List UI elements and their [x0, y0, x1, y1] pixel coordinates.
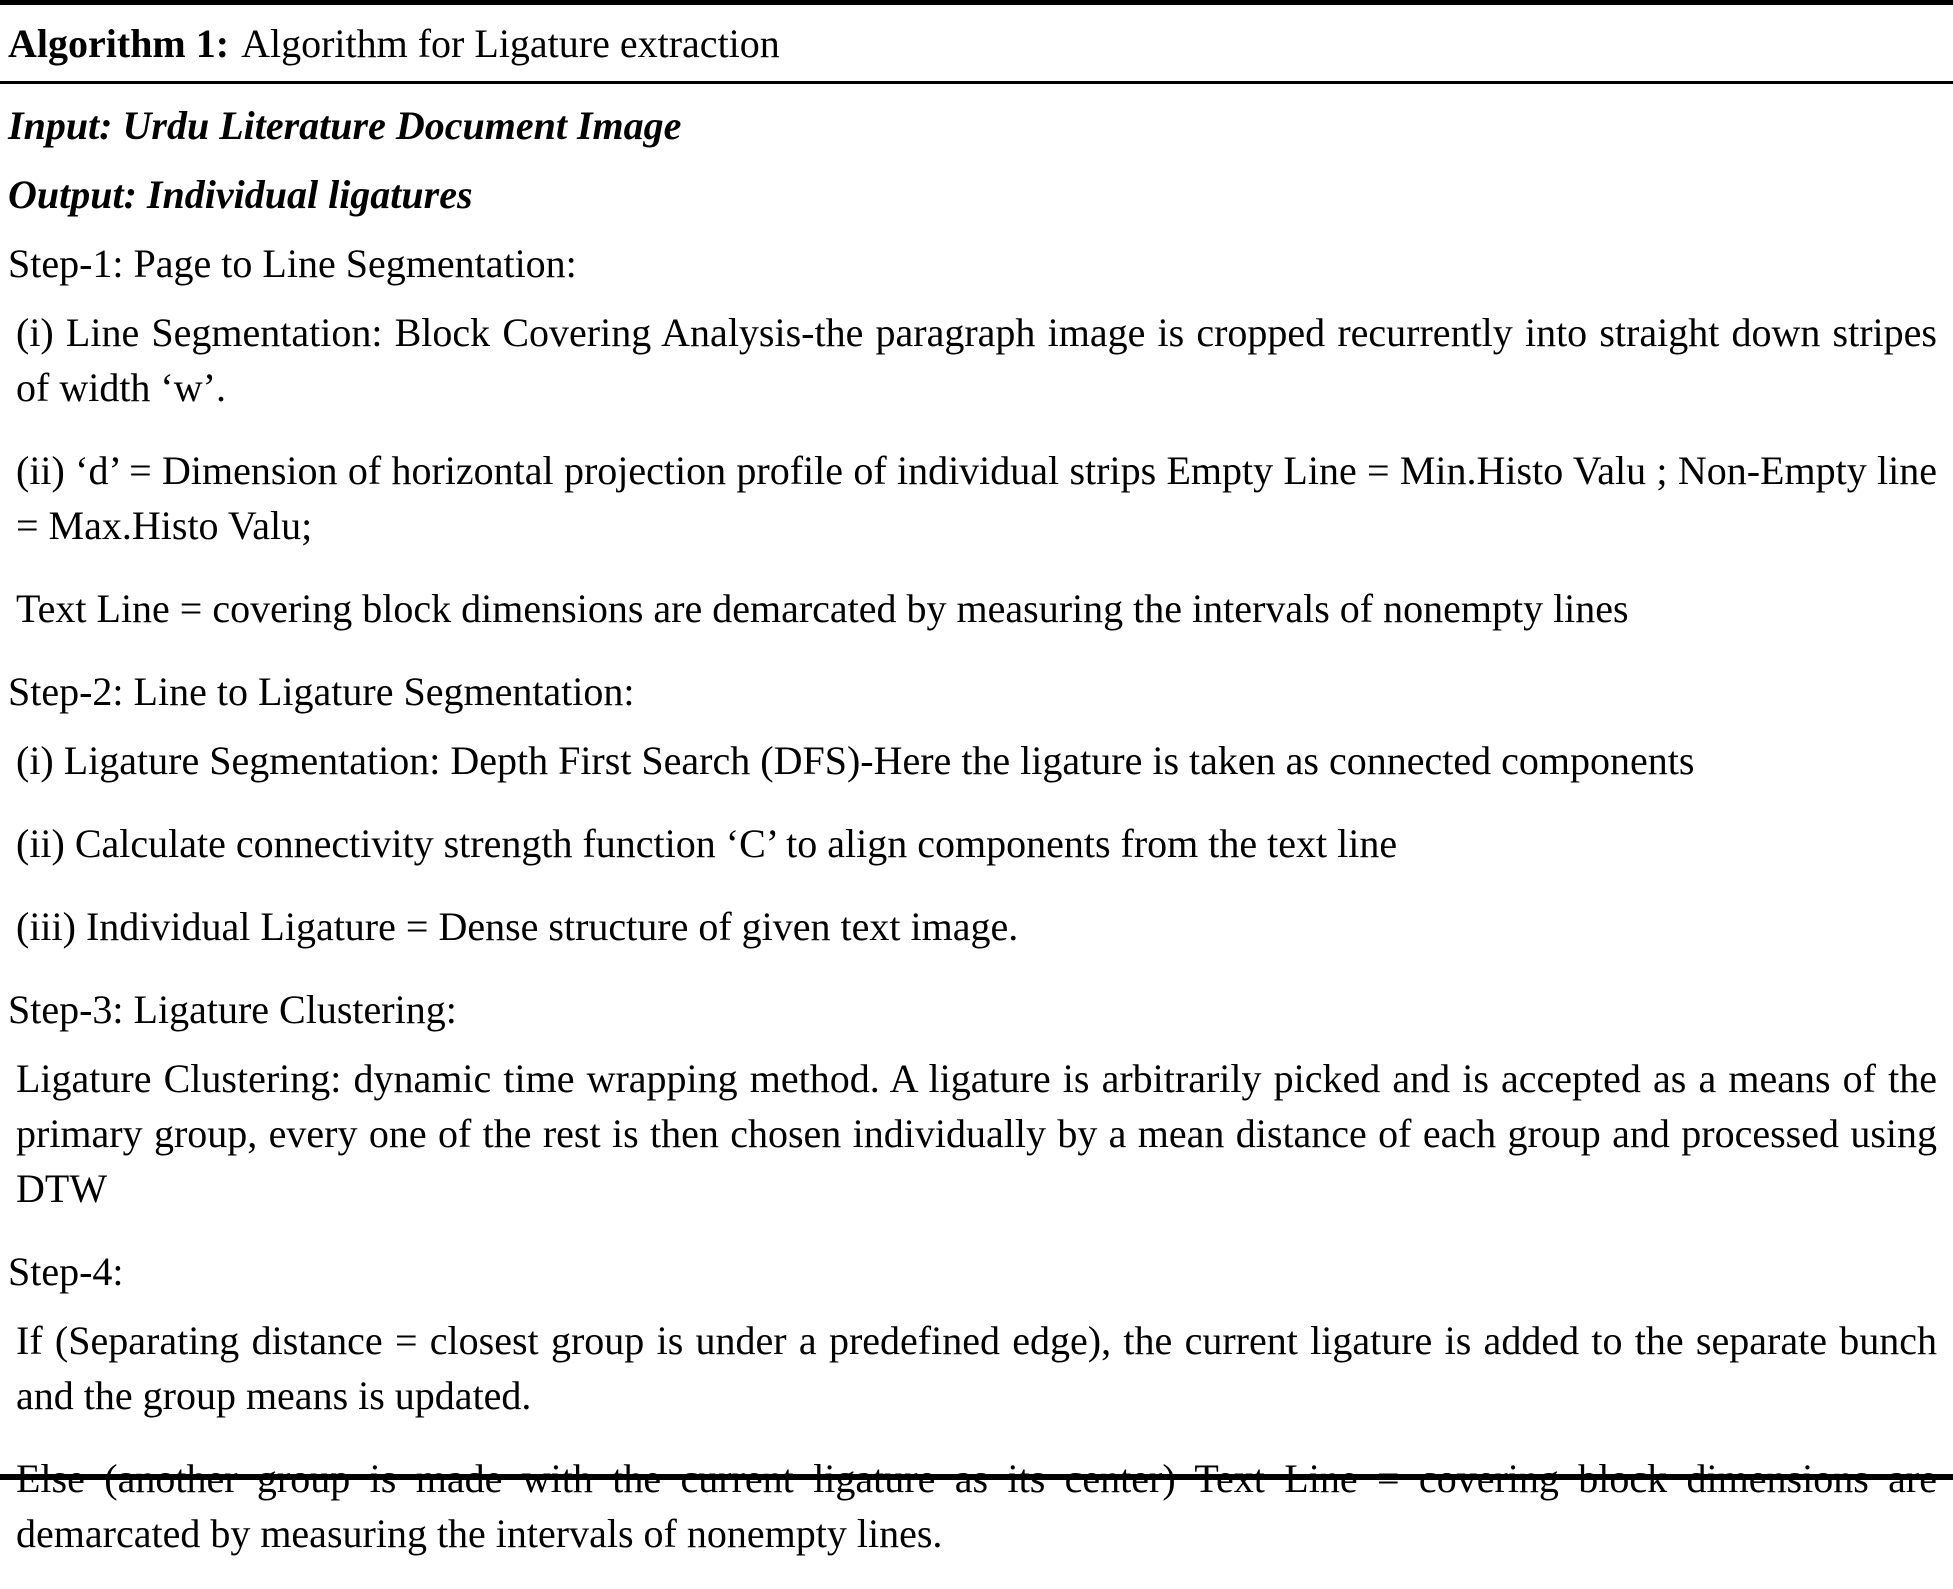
algorithm-instruction: Text Line = covering block dimensions are demarcated by measuring the intervals of nonempty lines — [16, 586, 1629, 631]
algorithm-step-heading: Step-3: Ligature Clustering: — [8, 987, 457, 1032]
algorithm-body — [0, 84, 1953, 1589]
algorithm-io-line: Input: Urdu Literature Document Image — [8, 103, 682, 148]
algorithm-instruction: Else (another group is made with the current ligature as its center) Text Line = covering block dimensions are demarcated by measuring the intervals of nonempty lines. — [16, 1456, 1937, 1556]
algorithm-instruction: (ii) ‘d’ = Dimension of horizontal projection profile of individual strips Empty Line = Min.Histo Valu ; Non-Empty line = Max.Histo Valu; — [16, 448, 1937, 548]
algorithm-instruction: Ligature Clustering: dynamic time wrapping method. A ligature is arbitrarily picked and is accepted as a means of the primary group, every one of the rest is then chosen individually by a mean distance of each group and processed using DTW — [16, 1056, 1937, 1211]
algorithm-instruction: If (Separating distance = closest group is under a predefined edge), the current ligature is added to the separate bunch and the group means is updated. — [16, 1318, 1937, 1418]
algorithm-io-line: Output: Individual ligatures — [8, 172, 473, 217]
algorithm-step-heading: Step-1: Page to Line Segmentation: — [8, 241, 577, 286]
algorithm-caption — [0, 5, 1953, 84]
algorithm-instruction: (iii) Individual Ligature = Dense structure of given text image. — [16, 904, 1019, 949]
algorithm-step-heading: Step-2: Line to Ligature Segmentation: — [8, 669, 635, 714]
algorithm-instruction: (i) Line Segmentation: Block Covering Analysis-the paragraph image is cropped recurrently into straight down stripes of width ‘w’. — [16, 310, 1937, 410]
algorithm-step-heading: Step-4: — [8, 1249, 124, 1294]
algorithm-caption-label: Algorithm 1: — [8, 21, 230, 66]
algorithm-instruction: (i) Ligature Segmentation: Depth First Search (DFS)-Here the ligature is taken as connected components — [16, 738, 1695, 783]
algorithm-caption-title: Algorithm for Ligature extraction — [241, 21, 780, 66]
algorithm-instruction: (ii) Calculate connectivity strength function ‘C’ to align components from the text line — [16, 821, 1398, 866]
